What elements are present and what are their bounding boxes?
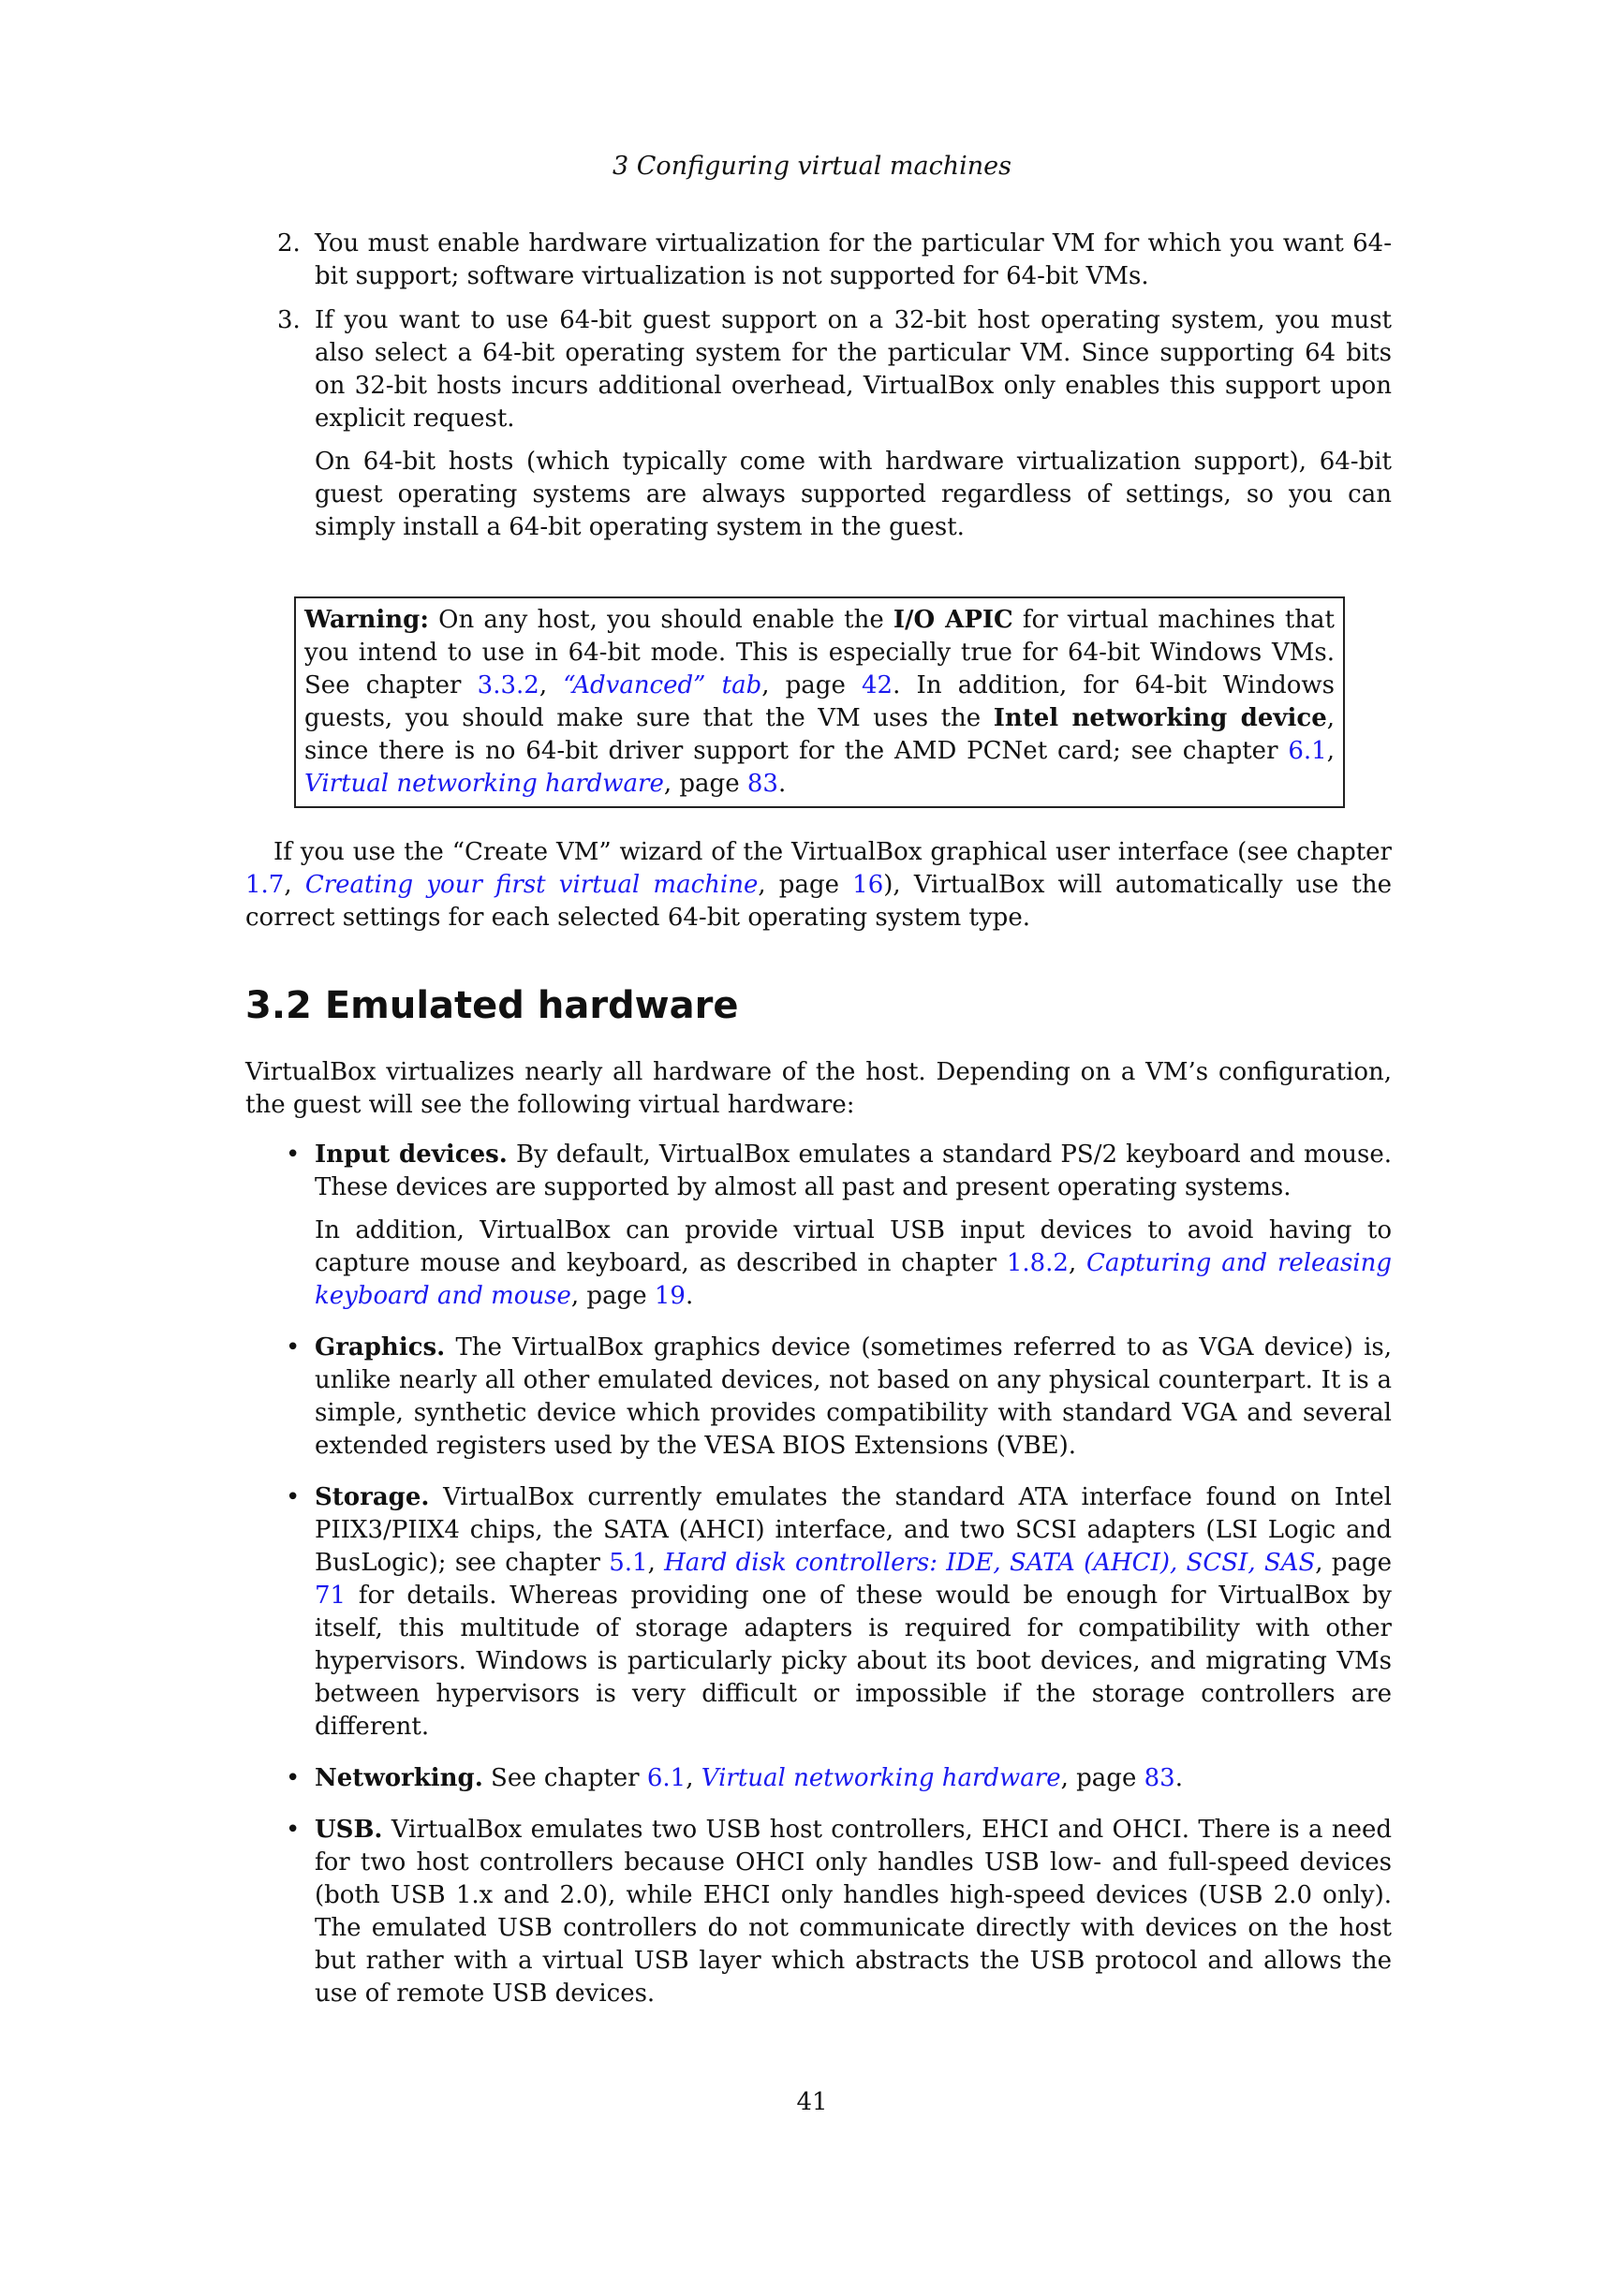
text-run: , page (761, 671, 863, 699)
chapter-link[interactable]: 6.1 (1288, 737, 1327, 765)
chapter-link[interactable]: 5.1 (609, 1549, 648, 1577)
page-link[interactable]: 19 (654, 1282, 686, 1310)
bullet-text (315, 1139, 1392, 1204)
running-header: 3 Configuring virtual machines (613, 152, 1011, 181)
section-number: 3.2 (245, 984, 312, 1027)
bold-term: I/O APIC (893, 606, 1013, 634)
chapter-title-link[interactable]: “Advanced” tab (563, 671, 762, 699)
bullet-text (315, 1762, 1392, 1795)
chapter-title-link[interactable]: Hard disk controllers: IDE, SATA (AHCI), SCSI, SAS (664, 1549, 1316, 1577)
section-title: Emulated hardware (324, 984, 739, 1027)
bold-term: Intel networking device (993, 704, 1327, 732)
bullet-label: Networking. (315, 1764, 483, 1792)
text-run: By default, VirtualBox emulates a standard PS/2 keyboard and mouse. These devices are supported by almost all past and present operating systems. (315, 1141, 1392, 1201)
list-item (245, 304, 1392, 544)
text-run: , since there is no 64-bit driver support for the AMD PCNet card; see chapter (304, 704, 1336, 765)
chapter-title-link[interactable]: Virtual networking hardware (304, 770, 664, 798)
page-link[interactable]: 71 (315, 1582, 347, 1610)
page-link[interactable]: 83 (746, 770, 778, 798)
list-item-text: You must enable hardware virtualization for the particular VM for which you want 64-bit support; software virtualization is not supported for 64-bit VMs. (315, 229, 1392, 290)
bullet-usb (245, 1814, 1392, 2010)
numbered-list (245, 228, 1392, 544)
text-run: In addition, VirtualBox can provide virtual USB input devices to avoid having to capture mouse and keyboard, as described in chapter (315, 1216, 1392, 1277)
warning-box (294, 596, 1345, 808)
text-run: , page (1060, 1764, 1144, 1792)
text-run: , page (663, 770, 747, 798)
chapter-title-link[interactable]: Creating your first virtual machine (304, 871, 759, 899)
chapter-title-link[interactable]: Capturing and releasing keyboard and mouse (315, 1249, 1392, 1310)
text-run: , page (570, 1282, 655, 1310)
bullet-graphics (245, 1332, 1392, 1463)
chapter-link[interactable]: 3.3.2 (477, 671, 539, 699)
text-run: , (284, 871, 305, 899)
page-number: 41 (796, 2088, 828, 2116)
bullet-text (315, 1481, 1392, 1744)
list-item (245, 228, 1392, 293)
bullet-icon: • (286, 1483, 301, 1511)
bullet-label: Graphics. (315, 1333, 446, 1361)
bullet-icon: • (286, 1816, 301, 1844)
bullet-icon: • (286, 1764, 301, 1792)
text-run: , (539, 671, 564, 699)
text-run: . In addition, for 64-bit Windows guests, you should make sure that the VM uses the (304, 671, 1335, 732)
bullet-label: Storage. (315, 1483, 430, 1511)
text-run: On any host, you should enable the (428, 606, 893, 634)
section-heading (245, 983, 1392, 1028)
bullet-text (315, 1214, 1392, 1313)
page-link[interactable]: 42 (862, 671, 893, 699)
text-run: See chapter (482, 1764, 647, 1792)
page-content (245, 228, 1392, 2029)
bullet-label: USB. (315, 1816, 383, 1844)
text-run: for virtual machines that you intend to use in 64-bit mode. This is especially true for 64-bit Windows VMs. See chapter (304, 606, 1335, 699)
chapter-title-link[interactable]: Virtual networking hardware (701, 1764, 1061, 1792)
text-run: , (686, 1764, 701, 1792)
bullet-label: Input devices. (315, 1141, 508, 1169)
bullet-icon: • (286, 1333, 301, 1361)
warning-label: Warning: (304, 606, 429, 634)
chapter-link[interactable]: 1.8.2 (1006, 1249, 1069, 1277)
list-item-text: On 64-bit hosts (which typically come with hardware virtualization support), 64-bit guest operating systems are always supported regardless of settings, so you can simply install a 64-bit operating system in the guest. (315, 448, 1392, 541)
intro-paragraph: VirtualBox virtualizes nearly all hardware of the host. Depending on a VM’s configuration, the guest will see the following virtual hardware: (245, 1058, 1392, 1119)
text-run: The VirtualBox graphics device (sometimes referred to as VGA device) is, unlike nearly all other emulated devices, not based on any physical counterpart. It is a simple, synthetic device which provides compatibility with standard VGA and several extended registers used by the VESA BIOS Extensions (VBE). (315, 1333, 1392, 1460)
text-run: for details. Whereas providing one of these would be enough for VirtualBox by itself, this multitude of storage adapters is required for compatibility with other hypervisors. Windows is particularly picky about its boot devices, and migrating VMs between hypervisors is very difficult or impossible if the storage controllers are different. (315, 1582, 1392, 1741)
text-run: . (777, 770, 787, 798)
text-run: , (1068, 1249, 1087, 1277)
hardware-bullet-list (245, 1139, 1392, 2010)
chapter-link[interactable]: 6.1 (646, 1764, 687, 1792)
list-item-text: If you want to use 64-bit guest support on a 32-bit host operating system, you must also select a 64-bit operating system for the particular VM. Since supporting 64 bits on 32-bit hosts incurs additional overhead, VirtualBox only enables this support upon explicit request. (315, 306, 1392, 433)
text-run: . (1174, 1764, 1183, 1792)
text-run: , (1326, 737, 1335, 765)
text-run: VirtualBox emulates two USB host controllers, EHCI and OHCI. There is a need for two host controllers because OHCI only handles USB low- and full-speed devices (both USB 1.x and 2.0), while EHCI only handles high-speed devices (USB 2.0 only). The emulated USB controllers do not communicate directly with devices on the host but rather with a virtual USB layer which abstracts the USB protocol and allows the use of remote USB devices. (315, 1816, 1392, 2008)
chapter-link[interactable]: 1.7 (245, 871, 285, 899)
bullet-input-devices (245, 1139, 1392, 1313)
bullet-text (315, 1814, 1392, 2010)
page-link[interactable]: 16 (852, 871, 884, 899)
bullet-networking (245, 1762, 1392, 1795)
text-run: VirtualBox currently emulates the standard ATA interface found on Intel PIIX3/PIIX4 chips, the SATA (AHCI) interface, and two SCSI adapters (LSI Logic and BusLogic); see chapter (315, 1483, 1392, 1577)
warning-text (304, 604, 1335, 801)
page-link[interactable]: 83 (1144, 1764, 1175, 1792)
text-run: , page (758, 871, 853, 899)
bullet-text (315, 1332, 1392, 1463)
list-number: 2. (277, 229, 301, 258)
text-run: , (647, 1549, 665, 1577)
text-run: , page (1315, 1549, 1392, 1577)
text-run: ), VirtualBox will automatically use the correct settings for each selected 64-bit operating system type. (245, 871, 1393, 932)
wizard-paragraph (245, 836, 1392, 935)
bullet-icon: • (286, 1141, 301, 1169)
bullet-storage (245, 1481, 1392, 1744)
text-run: If you use the “Create VM” wizard of the VirtualBox graphical user interface (see chapter (273, 838, 1392, 866)
list-number: 3. (277, 306, 301, 334)
text-run: . (685, 1282, 694, 1310)
